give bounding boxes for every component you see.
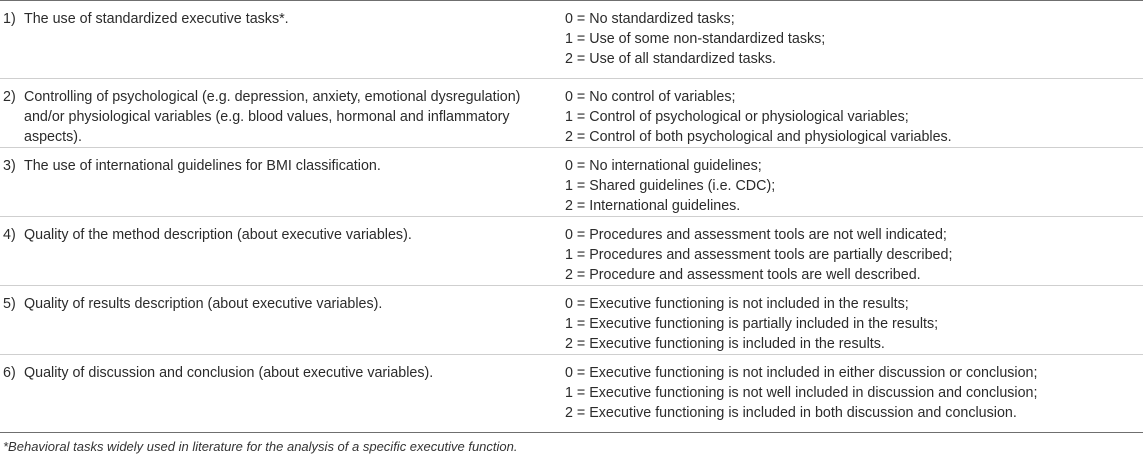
criterion-number: 2)	[3, 89, 16, 105]
criterion-number: 4)	[3, 227, 16, 243]
score-line: 2 = International guidelines.	[565, 198, 741, 214]
criterion-number: 6)	[3, 365, 16, 381]
score-line: 2 = Use of all standardized tasks.	[565, 51, 776, 67]
score-line: 2 = Executive functioning is included in both discussion and conclusion.	[565, 405, 1017, 421]
criterion-text: The use of standardized executive tasks*.	[24, 11, 289, 27]
score-line: 2 = Control of both psychological and physiological variables.	[565, 129, 952, 145]
score-line: 1 = Executive functioning is partially included in the results;	[565, 316, 939, 332]
table-row	[0, 286, 1143, 355]
score-line: 0 = No international guidelines;	[565, 158, 762, 174]
score-line: 1 = Shared guidelines (i.e. CDC);	[565, 178, 776, 194]
score-line: 0 = Executive functioning is not included in the results;	[565, 296, 909, 312]
criterion-cell	[3, 294, 523, 314]
score-line: 0 = No control of variables;	[565, 89, 736, 105]
criterion-text: Quality of the method description (about executive variables).	[24, 227, 412, 243]
score-cell	[565, 87, 1140, 147]
score-line: 2 = Procedure and assessment tools are well described.	[565, 267, 921, 283]
criterion-cell	[3, 156, 523, 176]
score-line: 0 = Executive functioning is not included in either discussion or conclusion;	[565, 365, 1038, 381]
score-line: 2 = Executive functioning is included in the results.	[565, 336, 885, 352]
table-footnote: *Behavioral tasks widely used in literature for the analysis of a specific executive function.	[3, 439, 518, 454]
criterion-number: 5)	[3, 296, 16, 312]
criterion-number: 3)	[3, 158, 16, 174]
table-row	[0, 355, 1143, 432]
score-cell	[565, 363, 1140, 423]
criterion-cell	[3, 87, 523, 147]
criterion-cell	[3, 225, 523, 245]
score-line: 1 = Executive functioning is not well included in discussion and conclusion;	[565, 385, 1038, 401]
table-row	[0, 217, 1143, 286]
score-cell	[565, 156, 1140, 216]
criterion-text: Quality of discussion and conclusion (about executive variables).	[24, 365, 434, 381]
criterion-cell	[3, 9, 523, 29]
score-line: 1 = Procedures and assessment tools are partially described;	[565, 247, 953, 263]
criterion-text: Controlling of psychological (e.g. depression, anxiety, emotional dysregulation) and/or physiological variables (e.g. blood values, hormonal and inflammatory aspects).	[24, 89, 521, 145]
score-line: 0 = No standardized tasks;	[565, 11, 735, 27]
score-line: 1 = Use of some non-standardized tasks;	[565, 31, 826, 47]
score-cell	[565, 294, 1140, 354]
score-line: 1 = Control of psychological or physiological variables;	[565, 109, 909, 125]
criterion-number: 1)	[3, 11, 16, 27]
table-bottom-rule	[0, 432, 1143, 433]
criterion-text: Quality of results description (about executive variables).	[24, 296, 383, 312]
table-row	[0, 79, 1143, 148]
score-cell	[565, 225, 1140, 285]
score-line: 0 = Procedures and assessment tools are not well indicated;	[565, 227, 947, 243]
table-row	[0, 148, 1143, 217]
table-row	[0, 1, 1143, 79]
criterion-text: The use of international guidelines for BMI classification.	[24, 158, 381, 174]
score-cell	[565, 9, 1140, 69]
criterion-cell	[3, 363, 523, 383]
